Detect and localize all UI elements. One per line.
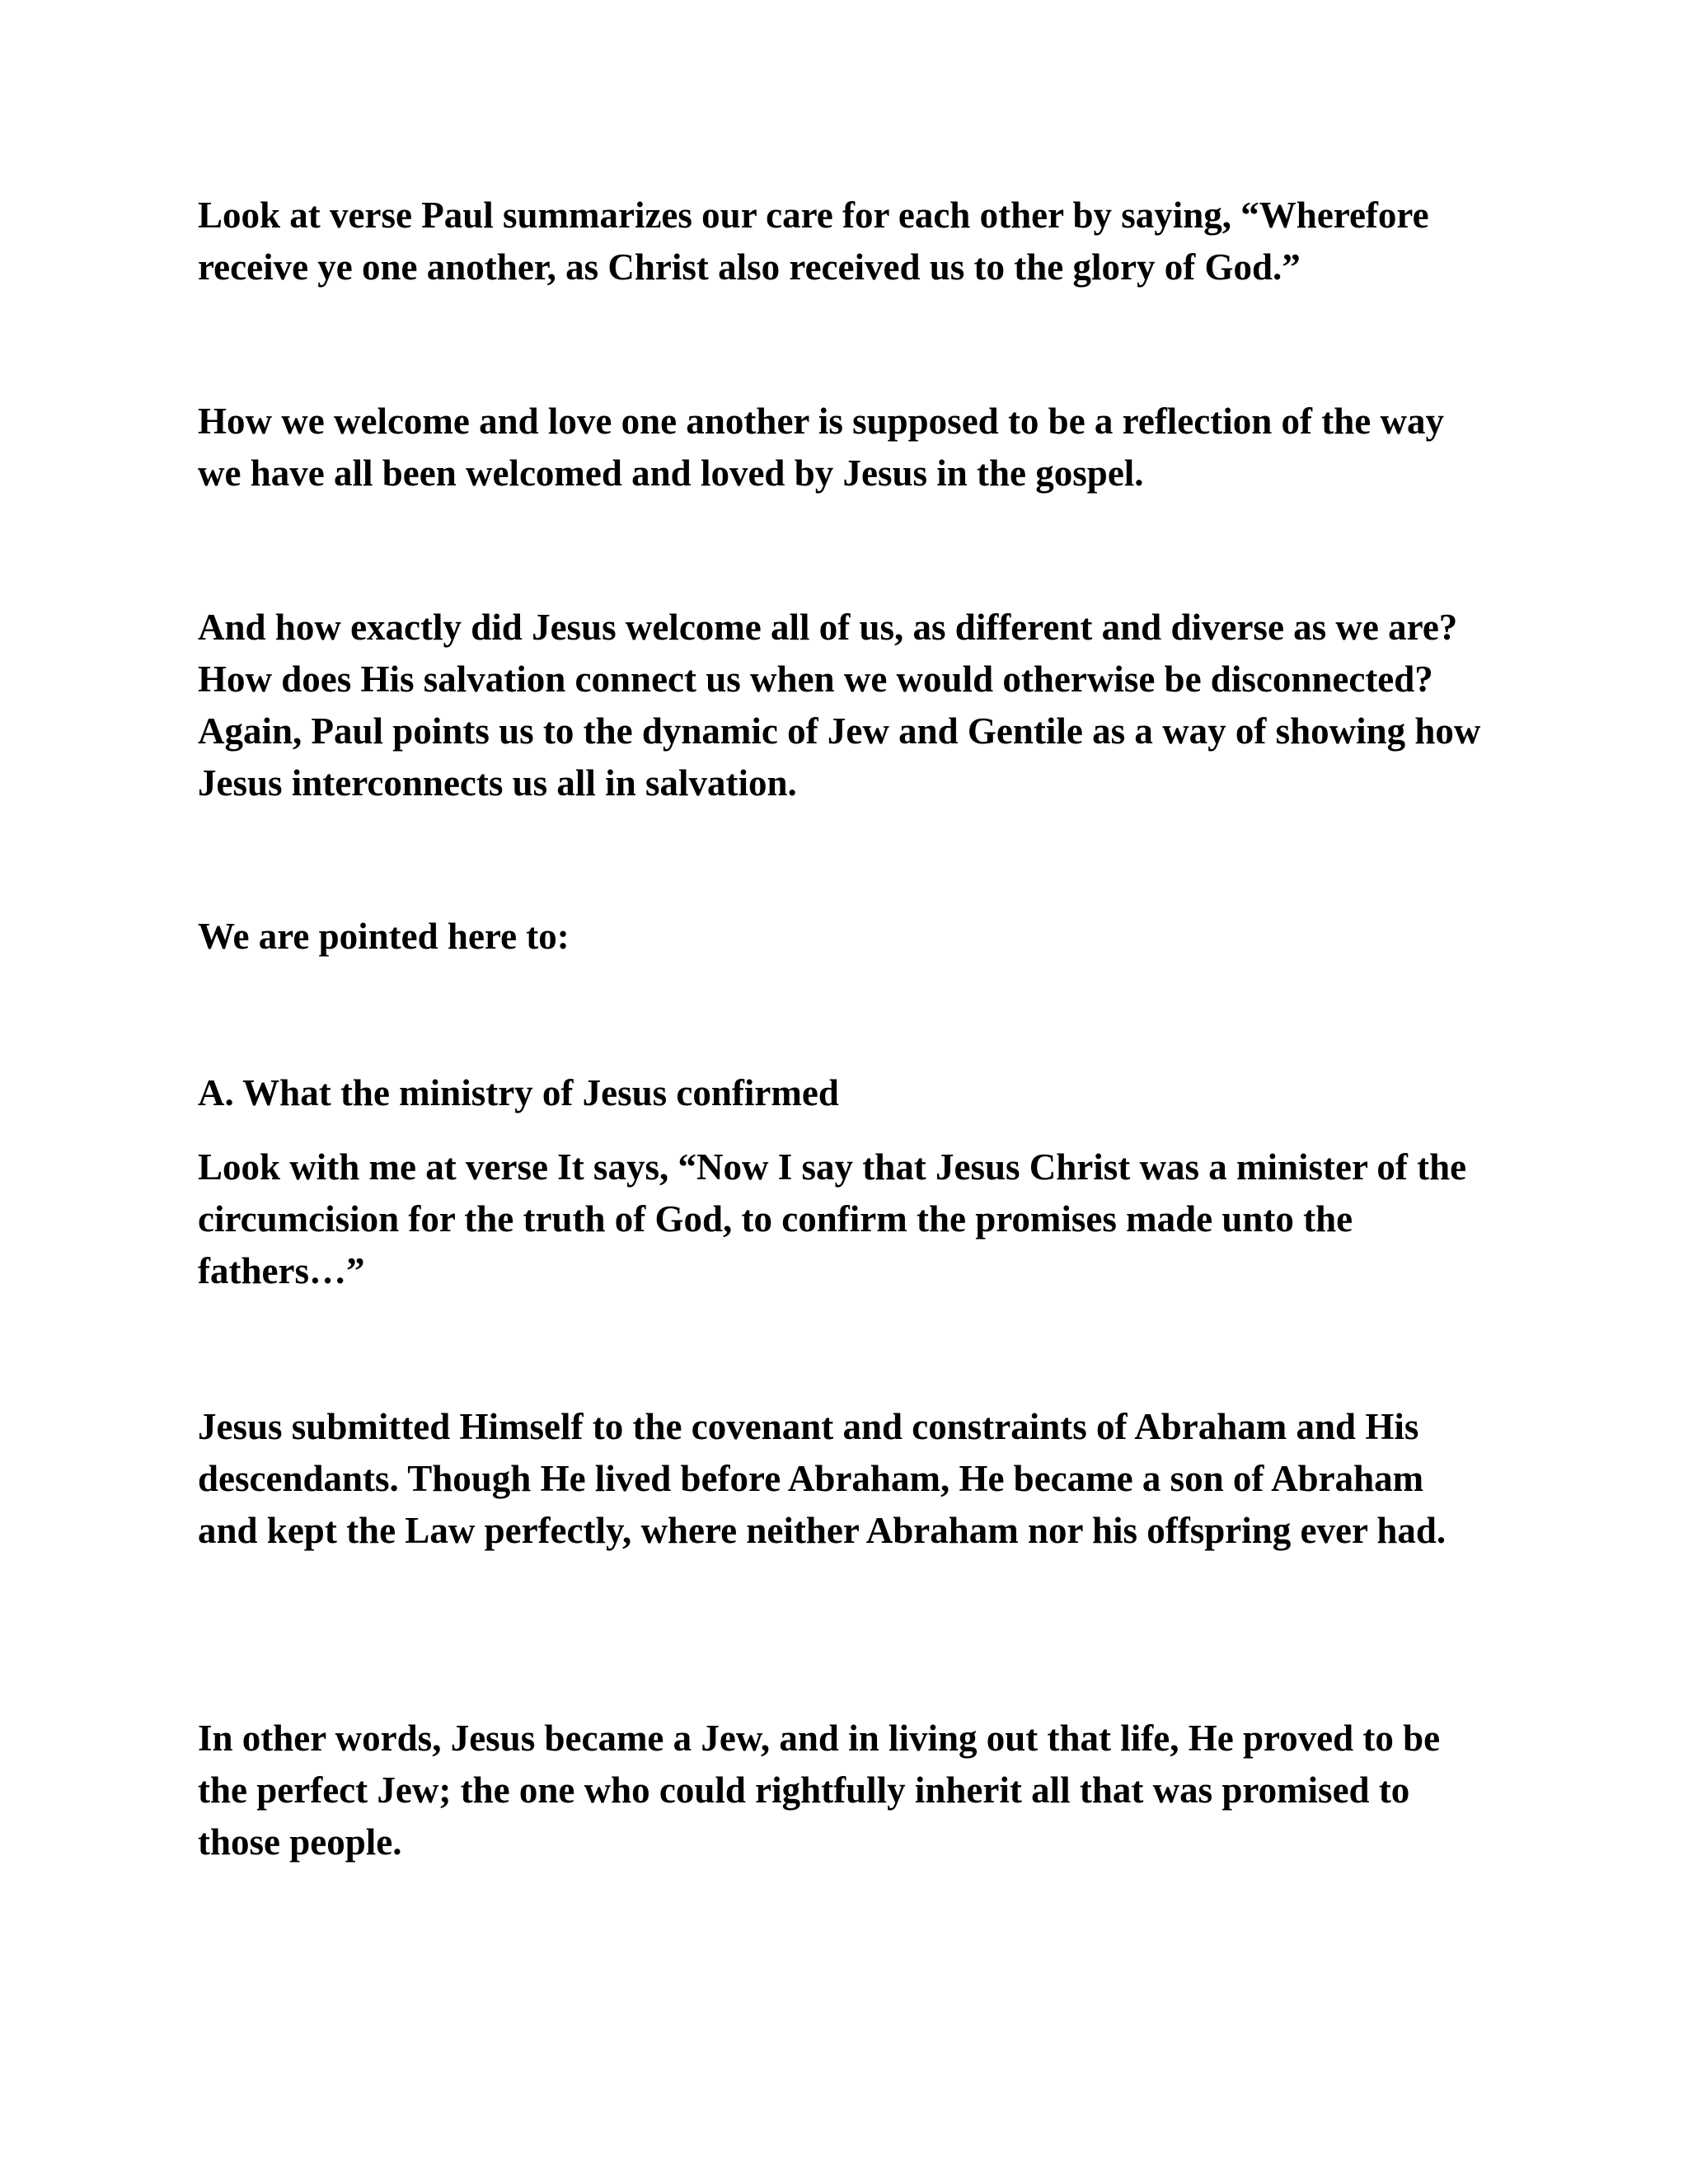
paragraph-verse-minister: Look with me at verse It says, “Now I say that Jesus Christ was a minister of the circumcision for the truth of God, to confirm the promises made unto the fathers…” (198, 1146, 1467, 1291)
paragraph-verse-summary: Look at verse Paul summarizes our care for each other by saying, “Wherefore receive ye one another, as Christ also received us to the glory of God.” (198, 194, 1429, 288)
paragraph-covenant-abraham: Jesus submitted Himself to the covenant and constraints of Abraham and His descendants. Though He lived before Abraham, He became a son of Abraham and kept the Law perfectly, where neither Abraham nor his offspring ever had. (198, 1406, 1447, 1551)
section-heading-ministry-confirmed: A. What the ministry of Jesus confirmed (198, 1072, 839, 1113)
paragraph-perfect-jew: In other words, Jesus became a Jew, and in living out that life, He proved to be the perfect Jew; the one who could rightfully inherit all that was promised to those people. (198, 1718, 1441, 1863)
paragraph-jesus-welcome: And how exactly did Jesus welcome all of us, as different and diverse as we are? How does His salvation connect us when we would otherwise be disconnected? Again, Paul points us to the dynamic of Jew and Gentile as a way of showing how Jesus interconnects us all in salvation. (198, 607, 1481, 804)
paragraph-welcome-reflection: How we welcome and love one another is supposed to be a reflection of the way we have all been welcomed and loved by Jesus in the gospel. (198, 401, 1444, 494)
paragraph-pointed-here: We are pointed here to: (198, 916, 570, 957)
